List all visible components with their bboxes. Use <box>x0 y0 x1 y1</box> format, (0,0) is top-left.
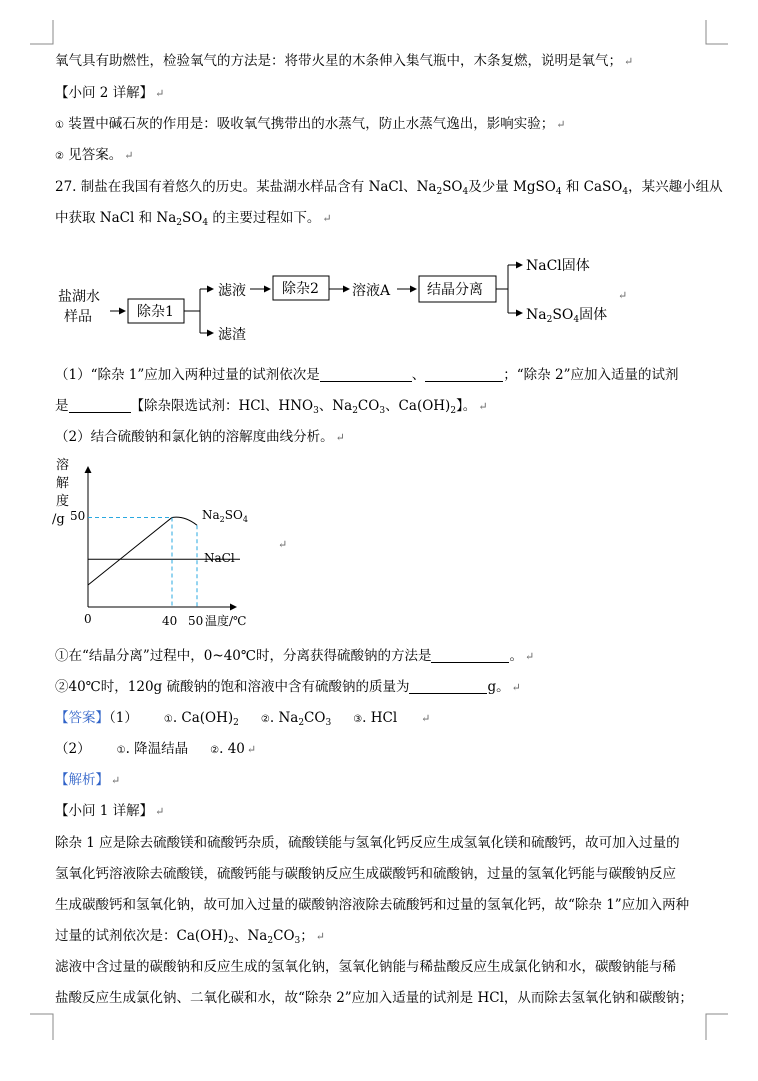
step1-label: 除杂1 <box>137 304 174 320</box>
answer-blank-2[interactable] <box>425 369 503 382</box>
na2so4-solid-label: $Na_2SO_4$固体 <box>526 307 608 325</box>
svg-text:↵: ↵ <box>278 538 288 551</box>
see-answer-text: ② 见答案。 ↵ <box>55 147 134 163</box>
y-axis-label-4: /g <box>52 512 65 527</box>
filtrate-label: 滤液 <box>218 283 246 299</box>
question-2-line: （2）结合硫酸钠和氯化钠的溶解度曲线分析。 ↵ <box>55 429 345 445</box>
svg-text:↵: ↵ <box>618 289 628 302</box>
question-27-intro-2: 中获取 NaCl 和 $Na_2SO_4$ 的主要过程如下。 ↵ <box>55 210 332 228</box>
na2so4-curve-label: $Na_2SO_4$ <box>202 508 248 524</box>
solubility-chart <box>50 455 300 635</box>
subq-1-text: ①在“结晶分离”过程中，0~40℃时，分离获得硫酸钠的方法是 。 ↵ <box>55 648 535 664</box>
analysis-line-4: 过量的试剂依次是：$Ca(OH)_2$、$Na_2CO_3$； ↵ <box>55 928 325 946</box>
residue-label: 滤渣 <box>218 327 246 343</box>
soda-lime-text: ① 装置中碱石灰的作用是：吸收氧气携带出的水蒸气，防止水蒸气逸出，影响实验； ↵ <box>55 116 566 132</box>
analysis-line-3: 生成碳酸钙和氢氧化钠，故可加入过量的碳酸钠溶液除去硫酸钙和过量的氢氧化钙，故“除杂 1”应加入两种 <box>55 897 690 913</box>
analysis-line-2: 氢氧化钙溶液除去硫酸镁，硫酸钙能与碳酸钠反应生成碳酸钙和硫酸钠，过量的氢氧化钙能与碳酸钠反应 <box>55 866 676 882</box>
y-axis-label-1: 溶 <box>56 458 70 473</box>
nacl-curve-label: NaCl <box>204 551 235 565</box>
subq-2-text: ②40℃时，120g 硫酸钠的饱和溶液中含有硫酸钠的质量为 g。 ↵ <box>55 679 521 695</box>
answer-blank-5[interactable] <box>409 681 487 694</box>
analysis-line-5: 滤液中含过量的碳酸钠和反应生成的氢氧化钠，氢氧化钠能与稀盐酸反应生成氯化钠和水，碳酸钠能与稀 <box>55 959 676 975</box>
separation-label: 结晶分离 <box>427 282 483 298</box>
process-flow-diagram <box>50 245 650 345</box>
step2-label: 除杂2 <box>282 281 319 297</box>
nacl-solid-label: NaCl固体 <box>526 258 590 274</box>
answer-blank-4[interactable] <box>431 650 509 663</box>
analysis-line-6: 盐酸反应生成氯化钠、二氧化碳和水，故“除杂 2”应加入适量的试剂是 HCl，从而除去氢氧化钠和碳酸钠； <box>55 990 693 1006</box>
question-27-intro: 27. 制盐在我国有着悠久的历史。某盐湖水样品含有 NaCl、$Na_2SO_4$及少量 MgSO$_4$ 和 CaSO$_4$，某兴趣小组从 <box>55 179 723 197</box>
analysis-q1-title: 【小问 1 详解】 ↵ <box>55 803 165 819</box>
tick-50: 50 <box>188 614 204 628</box>
sample-label-1: 盐湖水 <box>58 289 100 305</box>
series-na2so4-line <box>88 517 197 585</box>
analysis-label: 【解析】 ↵ <box>55 772 121 788</box>
tick-40: 40 <box>162 614 178 628</box>
subquestion-2-title: 【小问 2 详解】 ↵ <box>55 85 165 101</box>
answer-line-1: 【答案】（1） ①. $Ca(OH)_2$ ②. $Na_2CO_3$ ③. HCl ↵ <box>55 710 431 728</box>
y-axis-label-3: 度 <box>56 494 70 509</box>
analysis-line-1: 除杂 1 应是除去硫酸镁和硫酸钙杂质，硫酸镁能与氢氧化钙反应生成氢氧化镁和硫酸钙，故可加入过量的 <box>55 835 680 851</box>
tick-y-50: 50 <box>70 509 86 523</box>
oxygen-test-text: 氧气具有助燃性，检验氧气的方法是：将带火星的木条伸入集气瓶中，木条复燃，说明是氧气； ↵ <box>55 53 634 69</box>
answer-line-2: （2） ①. 降温结晶 ②. 40 ↵ <box>55 741 257 757</box>
x-axis-label: 温度/℃ <box>205 614 247 628</box>
sample-label-2: 样品 <box>64 309 92 325</box>
tick-0: 0 <box>84 612 92 626</box>
question-1-line-1: （1）“除杂 1”应加入两种过量的试剂依次是 、 ；“除杂 2”应加入适量的试剂 <box>55 367 679 383</box>
answer-blank-3[interactable] <box>69 400 131 413</box>
answer-blank-1[interactable] <box>320 369 412 382</box>
question-1-line-2: 是 【除杂限选试剂：HCl、$HNO_3$、$Na_2CO_3$、$Ca(OH)_2$】。 ↵ <box>55 398 488 416</box>
y-axis-label-2: 解 <box>56 476 70 491</box>
solution-a-label: 溶液A <box>352 283 391 299</box>
